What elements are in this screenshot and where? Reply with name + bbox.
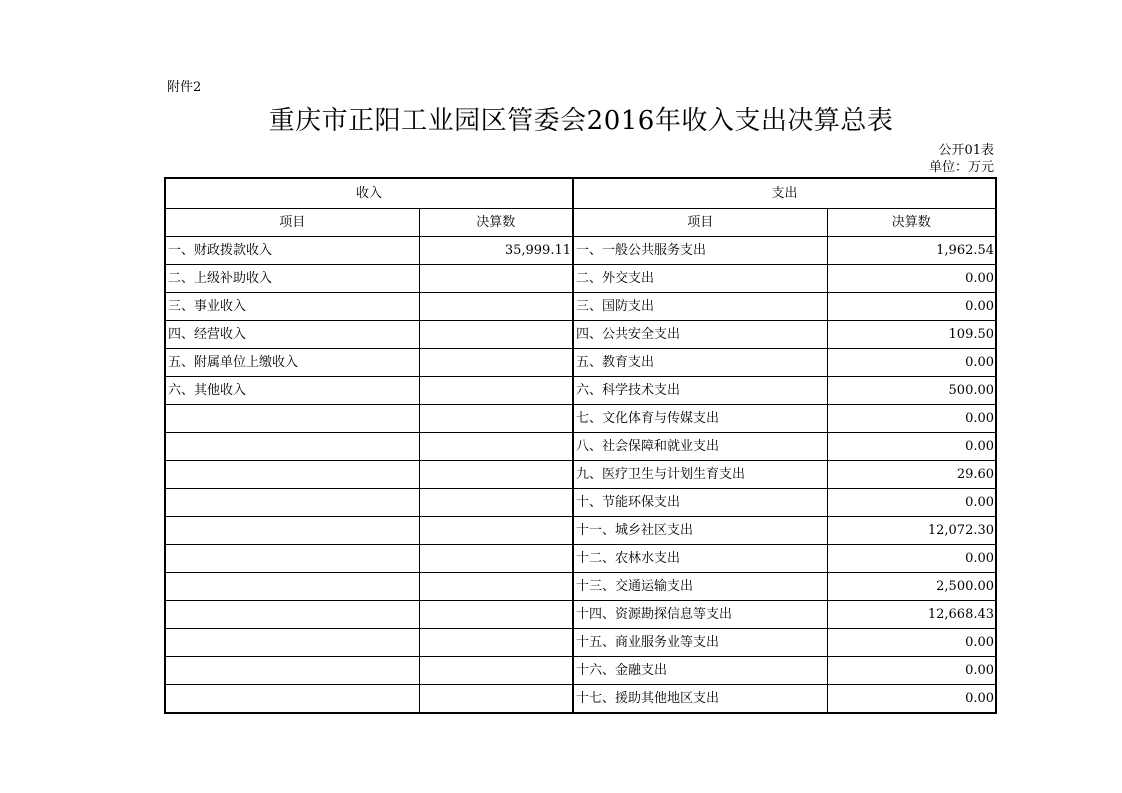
- expense-item-cell: 十二、农林水支出: [573, 545, 827, 573]
- expense-item-cell: 四、公共安全支出: [573, 321, 827, 349]
- income-amount-cell: [419, 461, 573, 489]
- income-amount-cell: [419, 573, 573, 601]
- income-amount-cell: [419, 377, 573, 405]
- expense-amount-cell: 1,962.54: [827, 237, 996, 265]
- expense-group-header: 支出: [573, 178, 996, 209]
- table-row: [165, 377, 996, 405]
- income-item-cell: 三、事业收入: [165, 293, 419, 321]
- income-item-cell: 一、财政拨款收入: [165, 237, 419, 265]
- income-amount-cell: [419, 489, 573, 517]
- income-amount-cell: 35,999.11: [419, 237, 573, 265]
- expense-item-cell: 二、外交支出: [573, 265, 827, 293]
- form-number: 公开01表: [938, 143, 994, 158]
- expense-amount-cell: 0.00: [827, 349, 996, 377]
- table-row: [165, 489, 996, 517]
- table-row: [165, 433, 996, 461]
- expense-item-header: 项目: [573, 209, 827, 237]
- expense-amount-cell: 12,668.43: [827, 601, 996, 629]
- page-title: 重庆市正阳工业园区管委会2016年收入支出决算总表: [268, 106, 894, 136]
- expense-amount-cell: 0.00: [827, 685, 996, 714]
- income-group-header: 收入: [165, 178, 573, 209]
- income-item-cell: 二、上级补助收入: [165, 265, 419, 293]
- expense-amount-cell: 0.00: [827, 405, 996, 433]
- table-row: [165, 321, 996, 349]
- income-item-cell: [165, 629, 419, 657]
- income-item-cell: [165, 461, 419, 489]
- expense-amount-header: 决算数: [827, 209, 996, 237]
- income-amount-cell: [419, 685, 573, 714]
- income-item-cell: 五、附属单位上缴收入: [165, 349, 419, 377]
- table-row: [165, 293, 996, 321]
- income-item-cell: [165, 657, 419, 685]
- table-row: [165, 685, 996, 714]
- income-amount-cell: [419, 405, 573, 433]
- income-item-cell: [165, 573, 419, 601]
- table-row: [165, 461, 996, 489]
- expense-item-cell: 十五、商业服务业等支出: [573, 629, 827, 657]
- table-row: [165, 657, 996, 685]
- income-amount-cell: [419, 265, 573, 293]
- income-item-cell: [165, 405, 419, 433]
- income-item-cell: [165, 685, 419, 714]
- expense-item-cell: 十一、城乡社区支出: [573, 517, 827, 545]
- expense-amount-cell: 500.00: [827, 377, 996, 405]
- expense-amount-cell: 0.00: [827, 433, 996, 461]
- income-item-cell: [165, 489, 419, 517]
- expense-item-cell: 十、节能环保支出: [573, 489, 827, 517]
- expense-amount-cell: 0.00: [827, 629, 996, 657]
- income-amount-cell: [419, 349, 573, 377]
- income-amount-cell: [419, 629, 573, 657]
- table-row: [165, 265, 996, 293]
- income-item-cell: [165, 601, 419, 629]
- expense-amount-cell: 29.60: [827, 461, 996, 489]
- expense-item-cell: 三、国防支出: [573, 293, 827, 321]
- expense-item-cell: 九、医疗卫生与计划生育支出: [573, 461, 827, 489]
- income-amount-cell: [419, 321, 573, 349]
- expense-amount-cell: 0.00: [827, 545, 996, 573]
- expense-item-cell: 十三、交通运输支出: [573, 573, 827, 601]
- expense-amount-cell: 0.00: [827, 657, 996, 685]
- expense-item-cell: 五、教育支出: [573, 349, 827, 377]
- income-amount-cell: [419, 433, 573, 461]
- table-row: [165, 237, 996, 265]
- expense-amount-cell: 0.00: [827, 293, 996, 321]
- unit-label: 单位：万元: [928, 160, 994, 175]
- expense-amount-cell: 12,072.30: [827, 517, 996, 545]
- expense-item-cell: 十七、援助其他地区支出: [573, 685, 827, 714]
- income-item-cell: 六、其他收入: [165, 377, 419, 405]
- expense-item-cell: 十四、资源勘探信息等支出: [573, 601, 827, 629]
- expense-amount-cell: 0.00: [827, 265, 996, 293]
- income-amount-header: 决算数: [419, 209, 573, 237]
- income-amount-cell: [419, 657, 573, 685]
- income-amount-cell: [419, 601, 573, 629]
- group-header-row: [165, 178, 996, 209]
- table-row: [165, 629, 996, 657]
- column-header-row: [165, 209, 996, 237]
- table-row: [165, 405, 996, 433]
- income-amount-cell: [419, 517, 573, 545]
- income-item-cell: [165, 517, 419, 545]
- expense-item-cell: 六、科学技术支出: [573, 377, 827, 405]
- table-row: [165, 349, 996, 377]
- income-amount-cell: [419, 293, 573, 321]
- table-row: [165, 601, 996, 629]
- expense-item-cell: 七、文化体育与传媒支出: [573, 405, 827, 433]
- expense-amount-cell: 109.50: [827, 321, 996, 349]
- income-item-header: 项目: [165, 209, 419, 237]
- expense-amount-cell: 0.00: [827, 489, 996, 517]
- table-row: [165, 517, 996, 545]
- table-row: [165, 545, 996, 573]
- expense-item-cell: 十六、金融支出: [573, 657, 827, 685]
- income-item-cell: [165, 433, 419, 461]
- income-item-cell: 四、经营收入: [165, 321, 419, 349]
- expense-item-cell: 一、一般公共服务支出: [573, 237, 827, 265]
- attachment-label: 附件2: [167, 80, 202, 95]
- income-item-cell: [165, 545, 419, 573]
- expense-amount-cell: 2,500.00: [827, 573, 996, 601]
- budget-summary-table: [164, 177, 997, 714]
- table-row: [165, 573, 996, 601]
- expense-item-cell: 八、社会保障和就业支出: [573, 433, 827, 461]
- income-amount-cell: [419, 545, 573, 573]
